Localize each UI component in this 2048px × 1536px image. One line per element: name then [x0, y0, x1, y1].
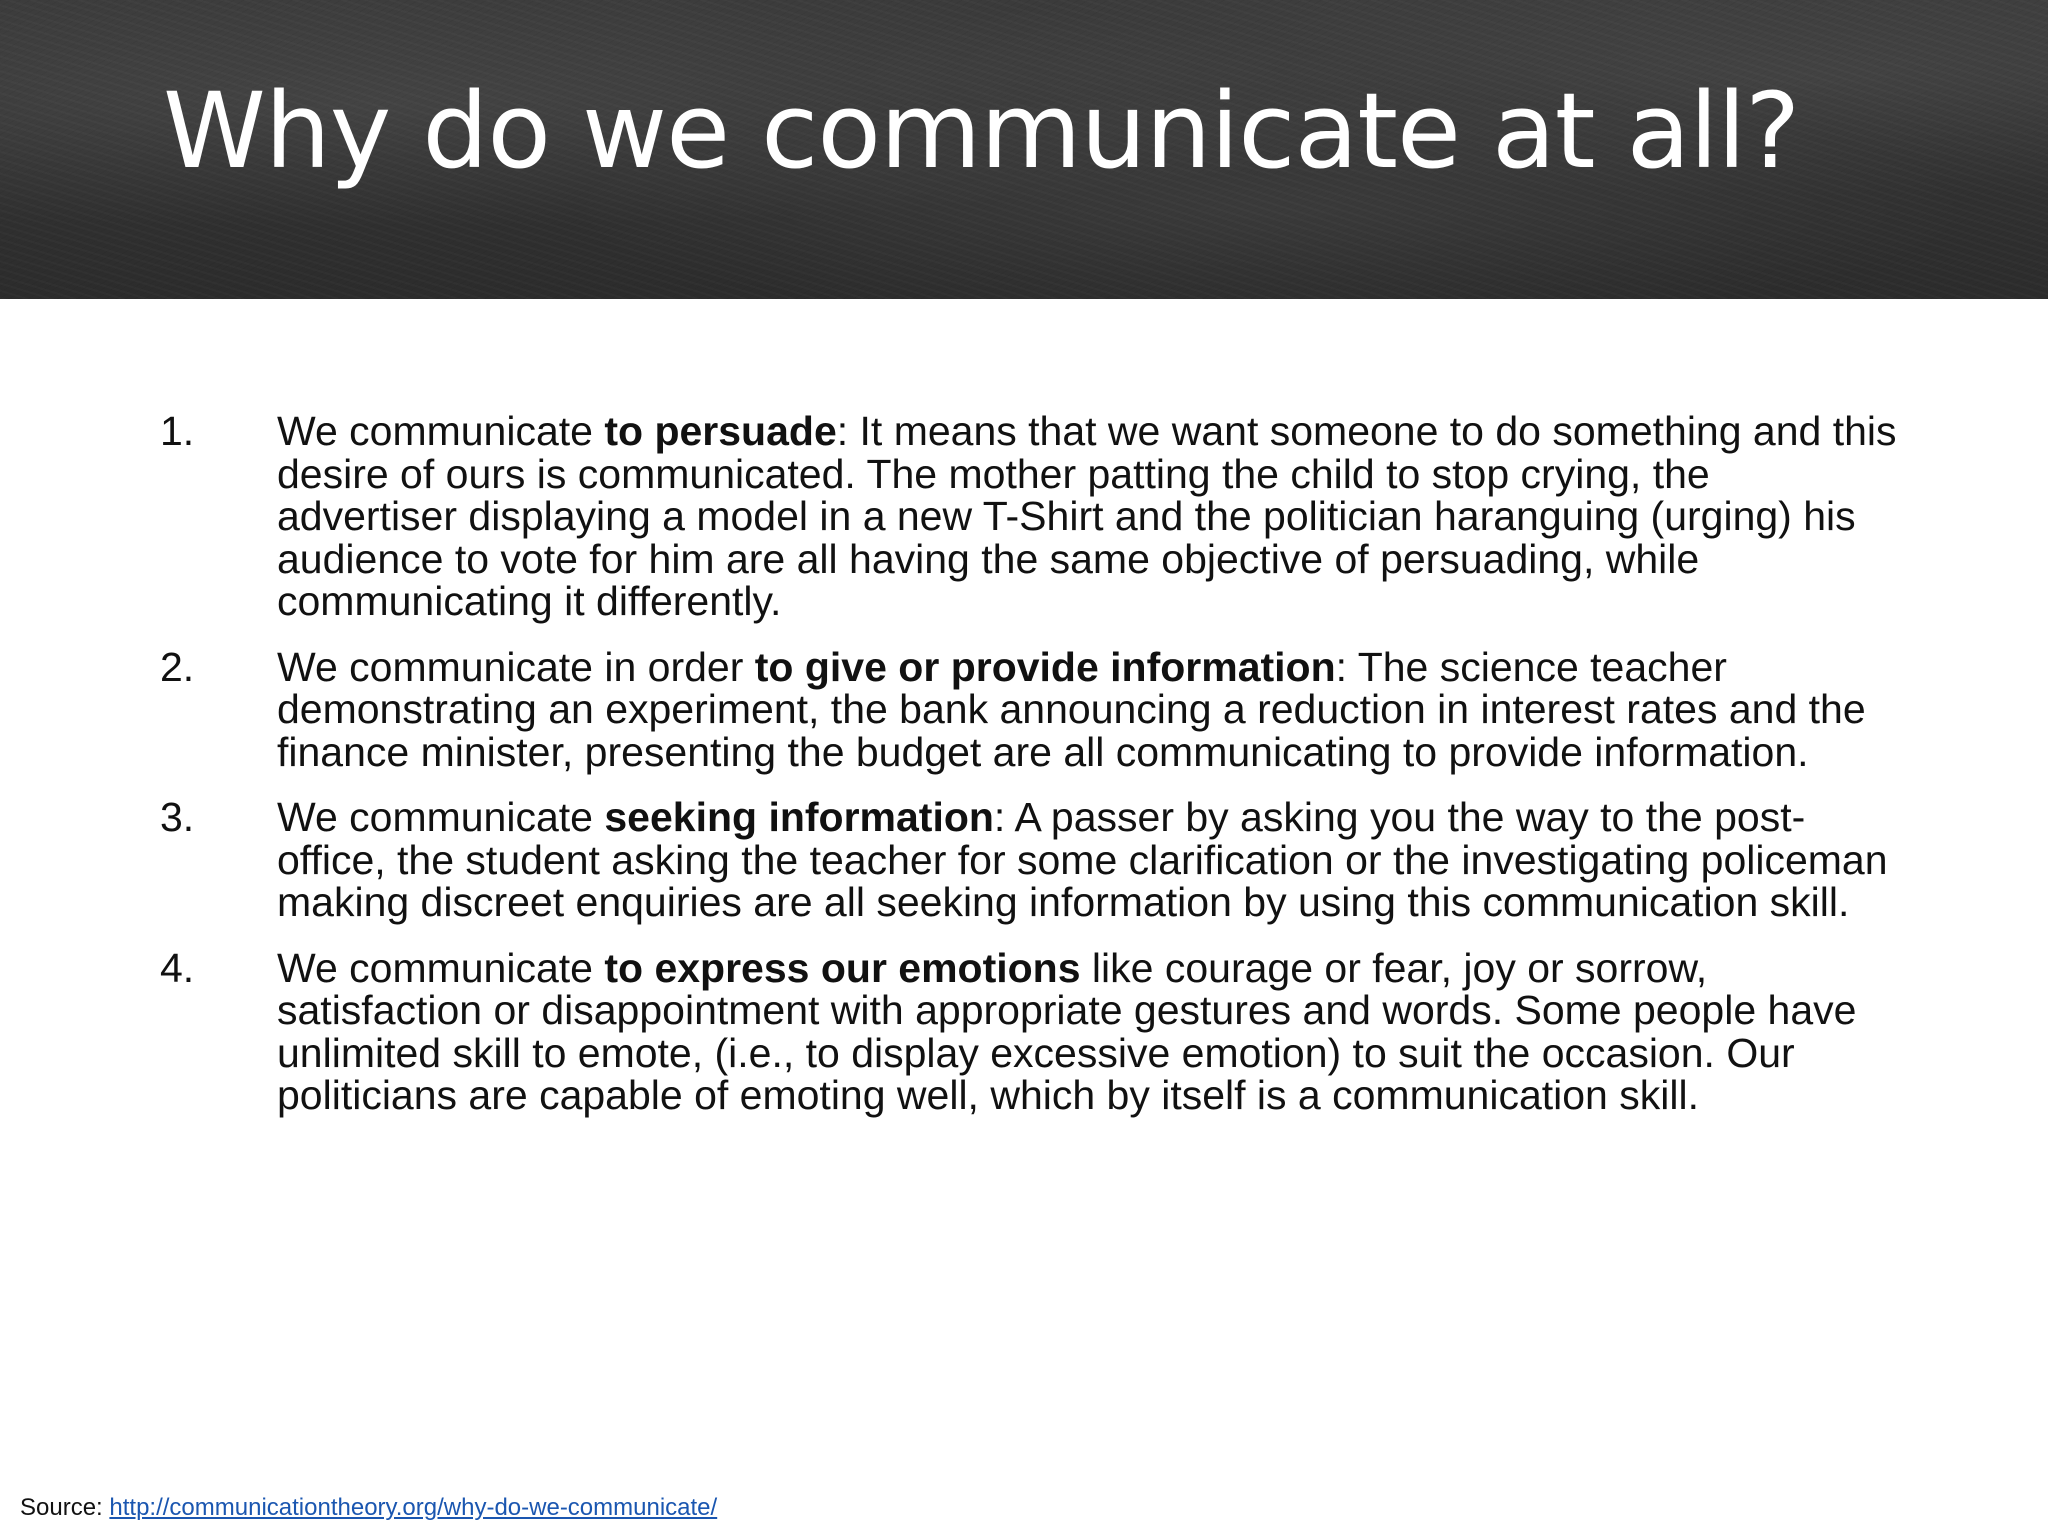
list-item-rest: like courage or fear, joy or sorrow, satisfaction or disappointment with appropriate gestures and words. Some people have unlimited skill to emote, (i.e., to display excessive emotion) to suit the occasion. Our politicians are capable of emoting well, which by itself is a communication skill. — [277, 944, 1857, 1118]
list-item — [160, 643, 1900, 775]
list-item-rest: : A passer by asking you the way to the post-office, the student asking the teacher for some clarification or the investigating policeman making discreet enquiries are all seeking information by using this communication skill. — [277, 794, 1888, 925]
list-item-emphasis: to give or provide information — [754, 643, 1336, 690]
list-item — [160, 944, 1900, 1118]
chalkboard-header — [0, 0, 2048, 299]
list-item-text — [277, 944, 1900, 1118]
source-label: Source: — [20, 1494, 110, 1521]
list-item-rest: : It means that we want someone to do something and this desire of ours is communicated. The mother patting the child to stop crying, the advertiser displaying a model in a new T-Shirt and the politician haranguing (urging) his audience to vote for him are all having the same objective of persuading, while communicating it differently. — [277, 408, 1897, 624]
list-item-text — [277, 796, 1900, 924]
list-item-number: 4. — [160, 944, 195, 991]
list-item-number: 3. — [160, 794, 195, 840]
slide-title: Why do we communicate at all? — [163, 70, 1800, 192]
list-item-emphasis: to persuade — [604, 408, 837, 454]
list-item-lead: We communicate — [277, 944, 605, 991]
list-item-number: 1. — [160, 408, 195, 454]
list-item-number: 2. — [160, 643, 195, 690]
list-item-text — [277, 643, 1900, 775]
list-item — [160, 796, 1900, 924]
list-item-lead: We communicate — [277, 794, 605, 840]
list-item-emphasis: to express our emotions — [604, 944, 1081, 991]
list-item — [160, 410, 1900, 623]
list-item-text — [277, 410, 1900, 623]
list-item-emphasis: seeking information — [604, 794, 994, 840]
list-item-rest: : The science teacher demonstrating an experiment, the bank announcing a reduction in interest rates and the finance minister, presenting the budget are all communicating to provide information. — [277, 643, 1866, 775]
source-citation — [20, 1494, 717, 1522]
list-item-lead: We communicate — [277, 408, 605, 454]
list-item-lead: We communicate in order — [277, 643, 755, 690]
reasons-list — [160, 410, 1900, 1140]
source-link[interactable]: http://communicationtheory.org/why-do-we-communicate/ — [109, 1494, 718, 1521]
